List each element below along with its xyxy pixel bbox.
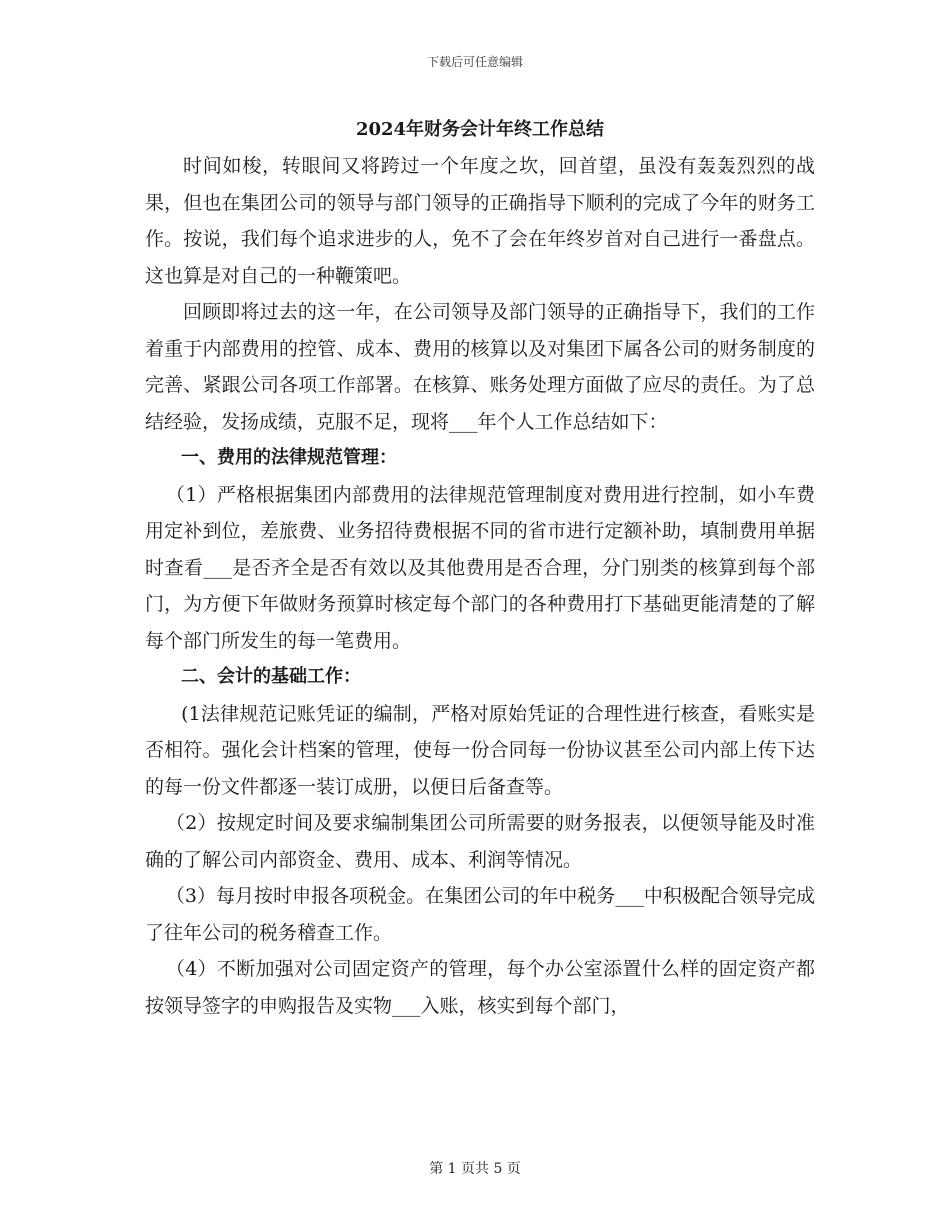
page-footer: 第 1 页共 5 页 [429, 1161, 521, 1177]
accounting-paragraph-4: （4）不断加强对公司固定资产的管理，每个办公室添置什么样的固定资产都按领导签字的申购报告及实物___入账，核实到每个部门， [145, 958, 815, 1017]
section-heading-expense: 一、费用的法律规范管理： [181, 447, 397, 468]
accounting-paragraph-2: （2）按规定时间及要求编制集团公司所需要的财务报表，以便领导能及时准确的了解公司内部资金、费用、成本、利润等情况。 [145, 812, 815, 871]
intro-paragraph-1: 时间如梭，转眼间又将跨过一个年度之坎，回首望，虽没有轰轰烈烈的战果，但也在集团公司的领导与部门领导的正确指导下顺利的完成了今年的财务工作。按说，我们每个追求进步的人，免不了会在年终岁首对自己进行一番盘点。这也算是对自己的一种鞭策吧。 [145, 155, 815, 287]
page-header: 下载后可任意编辑 [426, 55, 523, 69]
accounting-paragraph-3: （3）每月按时申报各项税金。在集团公司的年中税务___中积极配合领导完成了往年公司的税务稽查工作。 [145, 885, 815, 944]
document-title: 2024年财务会计年终工作总结 [355, 119, 605, 140]
intro-paragraph-2: 回顾即将过去的这一年，在公司领导及部门领导的正确指导下，我们的工作着重于内部费用的控管、成本、费用的核算以及对集团下属各公司的财务制度的完善、紧跟公司各项工作部署。在核算、账务处理方面做了应尽的责任。为了总结经验，发扬成绩，克服不足，现将___年个人工作总结如下： [145, 301, 815, 433]
document-body [145, 112, 815, 1024]
section-expense-paragraph: （1）严格根据集团内部费用的法律规范管理制度对费用进行控制，如小车费用定补到位，差旅费、业务招待费根据不同的省市进行定额补助，填制费用单据时查看___是否齐全是否有效以及其他费用是否合理，分门别类的核算到每个部门，为方便下年做财务预算时核定每个部门的各种费用打下基础更能清楚的了解每个部门所发生的每一笔费用。 [145, 483, 815, 652]
accounting-paragraph-1: (1法律规范记账凭证的编制，严格对原始凭证的合理性进行核查，看账实是否相符。强化会计档案的管理，使每一份合同每一份协议甚至公司内部上传下达的每一份文件都逐一装订成册，以便日后备查等。 [145, 702, 815, 798]
section-heading-accounting: 二、会计的基础工作： [181, 666, 361, 687]
